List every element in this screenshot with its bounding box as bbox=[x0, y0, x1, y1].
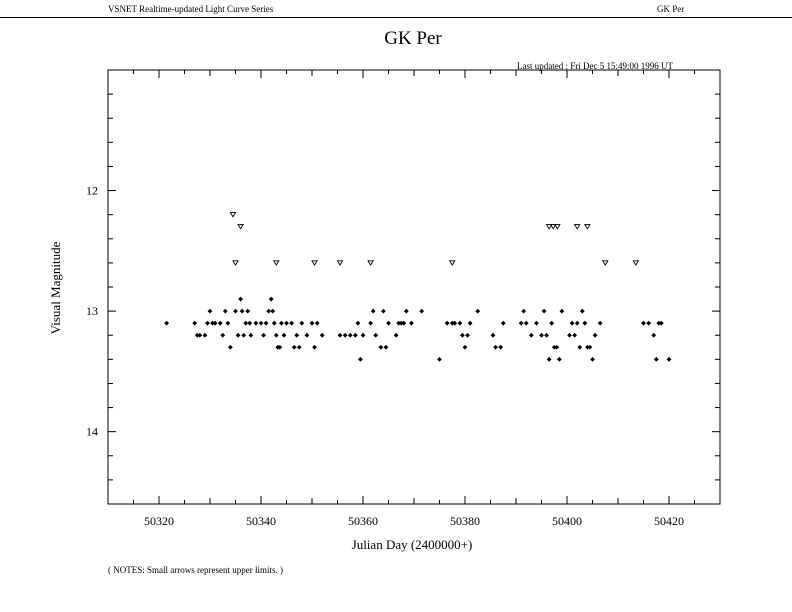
upper-limit-arrow bbox=[238, 225, 243, 229]
observation-point bbox=[529, 333, 534, 338]
data-marks bbox=[164, 213, 671, 362]
observation-point bbox=[539, 333, 544, 338]
observation-point bbox=[524, 321, 529, 326]
observation-point bbox=[452, 321, 457, 326]
observation-point bbox=[197, 333, 202, 338]
upper-limit-arrow bbox=[603, 261, 608, 265]
observation-point bbox=[547, 357, 552, 362]
observation-point bbox=[460, 333, 465, 338]
observation-point bbox=[394, 333, 399, 338]
observation-point bbox=[654, 357, 659, 362]
observation-point bbox=[641, 321, 646, 326]
observation-point bbox=[343, 333, 348, 338]
observation-point bbox=[292, 345, 297, 350]
upper-limit-arrow bbox=[575, 225, 580, 229]
observation-point bbox=[381, 309, 386, 314]
observation-point bbox=[386, 321, 391, 326]
plot-frame bbox=[108, 70, 720, 504]
observation-point bbox=[368, 321, 373, 326]
observation-point bbox=[261, 333, 266, 338]
observation-point bbox=[213, 321, 218, 326]
y-tick-label: 12 bbox=[86, 183, 98, 198]
observation-point bbox=[378, 345, 383, 350]
upper-limit-arrow bbox=[633, 261, 638, 265]
observation-point bbox=[659, 321, 664, 326]
observation-point bbox=[401, 321, 406, 326]
observation-point bbox=[646, 321, 651, 326]
observation-point bbox=[238, 297, 243, 302]
observation-point bbox=[289, 321, 294, 326]
observation-point bbox=[445, 321, 450, 326]
header-series-title: VSNET Realtime-updated Light Curve Series bbox=[108, 4, 274, 14]
observation-point bbox=[361, 333, 366, 338]
upper-limit-arrow bbox=[233, 261, 238, 265]
observation-point bbox=[404, 309, 409, 314]
observation-point bbox=[270, 309, 275, 314]
observation-point bbox=[353, 333, 358, 338]
observation-point bbox=[272, 321, 277, 326]
observation-point bbox=[567, 333, 572, 338]
observation-point bbox=[315, 321, 320, 326]
observation-point bbox=[248, 333, 253, 338]
y-tick-labels bbox=[86, 184, 98, 439]
observation-point bbox=[491, 333, 496, 338]
observation-point bbox=[247, 321, 252, 326]
observation-point bbox=[236, 333, 241, 338]
observation-point bbox=[269, 297, 274, 302]
observation-point bbox=[245, 309, 250, 314]
observation-point bbox=[590, 357, 595, 362]
observation-point bbox=[519, 321, 524, 326]
upper-limit-arrow bbox=[230, 213, 235, 217]
observation-point bbox=[371, 309, 376, 314]
axis-ticks bbox=[108, 70, 720, 504]
observation-point bbox=[348, 333, 353, 338]
observation-point bbox=[254, 321, 259, 326]
upper-limit-arrow bbox=[585, 225, 590, 229]
observation-point bbox=[570, 321, 575, 326]
observation-point bbox=[218, 321, 223, 326]
observation-point bbox=[203, 333, 208, 338]
y-tick-label: 14 bbox=[86, 424, 98, 439]
upper-limit-arrow bbox=[337, 261, 342, 265]
observation-point bbox=[233, 309, 238, 314]
observation-point bbox=[164, 321, 169, 326]
observation-point bbox=[264, 321, 269, 326]
upper-limit-arrow bbox=[312, 261, 317, 265]
observation-point bbox=[554, 345, 559, 350]
observation-point bbox=[437, 357, 442, 362]
observation-point bbox=[228, 345, 233, 350]
observation-point bbox=[463, 345, 468, 350]
observation-point bbox=[240, 309, 245, 314]
observation-point bbox=[475, 309, 480, 314]
observation-point bbox=[534, 321, 539, 326]
observation-point bbox=[356, 321, 361, 326]
observation-point bbox=[498, 345, 503, 350]
observation-point bbox=[465, 333, 470, 338]
y-tick-label: 13 bbox=[86, 304, 98, 319]
observation-point bbox=[577, 345, 582, 350]
header-star-name: GK Per bbox=[657, 4, 685, 14]
observation-point bbox=[338, 333, 343, 338]
observation-point bbox=[667, 357, 672, 362]
observation-point bbox=[205, 321, 210, 326]
observation-point bbox=[310, 321, 315, 326]
observation-point bbox=[598, 321, 603, 326]
observation-point bbox=[501, 321, 506, 326]
chart-title: GK Per bbox=[384, 28, 442, 49]
observation-point bbox=[259, 321, 264, 326]
observation-point bbox=[297, 345, 302, 350]
x-tick-label: 50380 bbox=[450, 514, 480, 528]
observation-point bbox=[373, 333, 378, 338]
observation-point bbox=[279, 321, 284, 326]
observation-point bbox=[305, 333, 310, 338]
observation-point bbox=[409, 321, 414, 326]
observation-point bbox=[468, 321, 473, 326]
y-axis-label: Visual Magnitude bbox=[48, 241, 63, 335]
x-tick-labels bbox=[144, 514, 684, 528]
observation-point bbox=[274, 333, 279, 338]
observation-point bbox=[208, 309, 213, 314]
observation-point bbox=[521, 309, 526, 314]
last-updated-text: Last updated : Fri Dec 5 15:49:00 1996 UT bbox=[517, 61, 673, 71]
observation-point bbox=[557, 357, 562, 362]
observation-point bbox=[593, 333, 598, 338]
observation-point bbox=[294, 333, 299, 338]
observation-point bbox=[580, 309, 585, 314]
upper-limit-arrow bbox=[450, 261, 455, 265]
observation-point bbox=[575, 321, 580, 326]
observation-point bbox=[284, 321, 289, 326]
x-axis-label: Julian Day (2400000+) bbox=[351, 537, 473, 552]
observation-point bbox=[542, 309, 547, 314]
observation-point bbox=[243, 321, 248, 326]
x-tick-label: 50400 bbox=[552, 514, 582, 528]
x-tick-label: 50340 bbox=[246, 514, 276, 528]
observation-point bbox=[320, 333, 325, 338]
observation-point bbox=[384, 345, 389, 350]
observation-point bbox=[549, 321, 554, 326]
x-tick-label: 50420 bbox=[654, 514, 684, 528]
observation-point bbox=[241, 333, 246, 338]
upper-limit-arrow bbox=[368, 261, 373, 265]
x-tick-label: 50320 bbox=[144, 514, 174, 528]
observation-point bbox=[651, 333, 656, 338]
upper-limit-arrow bbox=[555, 225, 560, 229]
observation-point bbox=[358, 357, 363, 362]
observation-point bbox=[560, 309, 565, 314]
observation-point bbox=[419, 309, 424, 314]
observation-point bbox=[192, 321, 197, 326]
notes-text: ( NOTES: Small arrows represent upper limits. ) bbox=[108, 565, 283, 575]
x-tick-label: 50360 bbox=[348, 514, 378, 528]
observation-point bbox=[582, 321, 587, 326]
observation-point bbox=[299, 321, 304, 326]
observation-point bbox=[225, 321, 230, 326]
observation-point bbox=[220, 333, 225, 338]
observation-point bbox=[282, 333, 287, 338]
observation-point bbox=[312, 345, 317, 350]
observation-point bbox=[572, 333, 577, 338]
observation-point bbox=[223, 309, 228, 314]
observation-point bbox=[588, 345, 593, 350]
observation-point bbox=[458, 321, 463, 326]
observation-point bbox=[544, 333, 549, 338]
upper-limit-arrow bbox=[274, 261, 279, 265]
observation-point bbox=[493, 345, 498, 350]
